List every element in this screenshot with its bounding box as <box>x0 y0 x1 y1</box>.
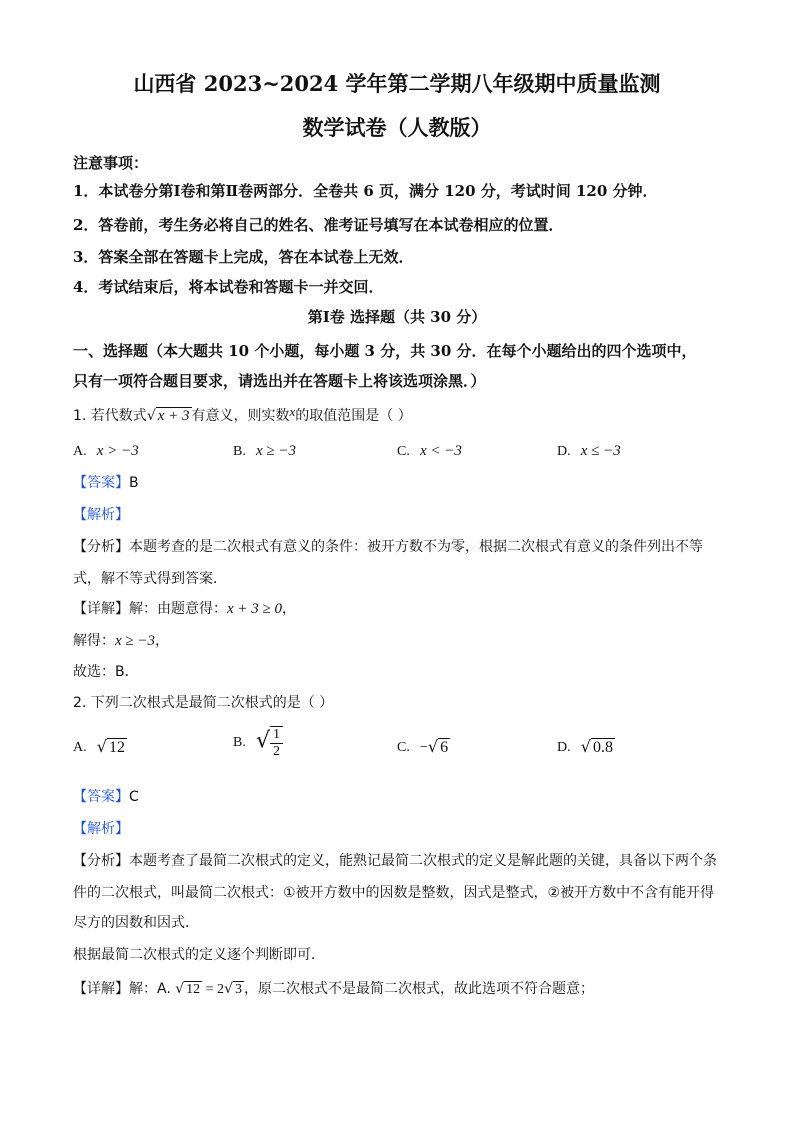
q1-stem <box>73 404 412 425</box>
section-title: 第Ⅰ卷 选择题（共 30 分） <box>307 308 487 326</box>
answer-tag: 【答案】 <box>73 475 129 491</box>
q2-answer-value: C <box>129 789 139 805</box>
q2-option-c: C. −√ 6 <box>397 736 449 756</box>
q2-analysis-tag: 【解析】 <box>73 821 129 837</box>
q1-detail: 【详解】解：由题意得：x + 3 ≥ 0， <box>73 601 297 617</box>
page-title: 山西省 2023~2024 学年第二学期八年级期中质量监测 <box>133 71 661 96</box>
page-subtitle: 数学试卷（人教版） <box>302 115 492 140</box>
notice-item-3: 3．答案全部在答题卡上完成，答在本试卷上无效． <box>73 248 414 266</box>
section-instructions-2: 只有一项符合题目要求，请选出并在答题卡上将该选项涂黑．） <box>73 372 486 390</box>
q1-analysis-tag: 【解析】 <box>73 507 129 523</box>
q1-answer <box>73 472 139 492</box>
q1-fenxi-line-1: 【分析】本题考查的是二次根式有意义的条件：被开方数不为零，根据二次根式有意义的条件列出不等 <box>73 539 703 555</box>
q1-answer-value: B <box>129 475 139 491</box>
notice-item-2: 2．答卷前，考生务必将自己的姓名、准考证号填写在本试卷相应的位置． <box>73 216 564 234</box>
q2-option-a-radical: √ 12 <box>96 736 125 756</box>
notice-item-4: 4．考试结束后，将本试卷和答题卡一并交回． <box>73 278 384 296</box>
q1-option-c: C. x < −3 <box>397 443 462 459</box>
q2-option-d: D. √ 0.8 <box>557 736 613 756</box>
q2-fenxi-line-2: 件的二次根式，叫最简二次根式：①被开方数中的因数是整数，因式是整式，②被开方数中不含有能开得 <box>73 885 715 901</box>
q1-stem-mid: 有意义，则实数 <box>191 408 290 424</box>
q2-fenxi-line-1: 【分析】本题考查了最简二次根式的定义，能熟记最简二次根式的定义是解此题的关键，具备以下两个条 <box>73 853 717 869</box>
q2-rule-line: 根据最简二次根式的定义逐个判断即可． <box>73 947 325 963</box>
q2-option-a: A. √ 12 <box>73 736 125 756</box>
section-instructions-1: 一、选择题（本大题共 10 个小题，每小题 3 分，共 30 分．在每个小题给出的四个选项中， <box>73 342 697 360</box>
q2-detail: 【详解】解：A. √ 12 = 2√ 3 ，原二次根式不是最简二次根式，故此选项不符合题意； <box>73 980 594 997</box>
q2-option-b-radical: √ $\frac{1}{2}$ <box>256 726 283 760</box>
q2-option-d-radical: √ 0.8 <box>580 736 613 756</box>
q1-stem-suffix: 的取值范围是（ ） <box>295 408 412 424</box>
q1-stem-prefix: 1. 若代数式 <box>73 408 147 424</box>
q2-answer <box>73 786 139 806</box>
answer-tag: 【答案】 <box>73 789 129 805</box>
q1-choose: 故选：B． <box>73 664 139 680</box>
q2-option-c-radical: √ 6 <box>427 736 449 756</box>
q1-radicand: x + 3 <box>157 407 190 424</box>
q1-option-a: A. x > −3 <box>73 443 139 459</box>
q1-radical: √ x + 3 <box>146 407 190 424</box>
q2-fenxi-line-3: 尽方的因数和因式． <box>73 915 199 931</box>
notice-heading: 注意事项： <box>73 154 149 172</box>
q1-var: x <box>289 404 296 419</box>
notice-item-1: 1．本试卷分第Ⅰ卷和第Ⅱ卷两部分．全卷共 6 页，满分 120 分，考试时间 120 分钟． <box>73 182 658 200</box>
q2-stem: 2. 下列二次根式是最简二次根式的是（ ） <box>73 695 334 711</box>
q2-option-b: B. √ $\frac{1}{2}$ <box>233 726 283 760</box>
q1-option-b: B. x ≥ −3 <box>233 443 297 459</box>
q1-fenxi-line-2: 式，解不等式得到答案． <box>73 571 227 587</box>
q1-option-d: D. x ≤ −3 <box>557 443 621 459</box>
q1-solve: 解得：x ≥ −3， <box>73 633 170 649</box>
